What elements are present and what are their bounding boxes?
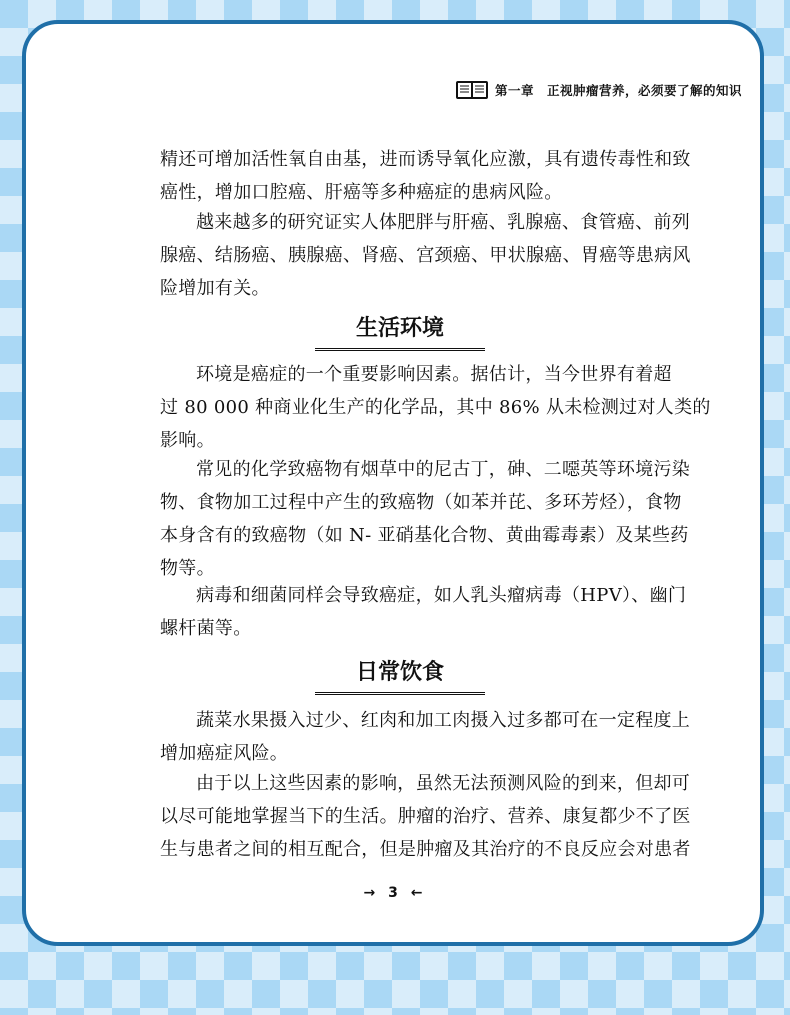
text-line: 由于以上这些因素的影响，虽然无法预测风险的到来，但却可 bbox=[196, 773, 691, 794]
paragraph-2 bbox=[160, 206, 691, 305]
text-line: 病毒和细菌同样会导致癌症，如人乳头瘤病毒（HPV）、幽门 bbox=[196, 585, 687, 606]
text-line: 生与患者之间的相互配合，但是肿瘤及其治疗的不良反应会对患者 bbox=[160, 839, 691, 860]
text-line: 险增加有关。 bbox=[160, 278, 270, 299]
section-heading-diet bbox=[315, 655, 485, 695]
text-line: 物等。 bbox=[160, 558, 215, 579]
section-heading-text: 生活环境 bbox=[355, 316, 444, 341]
paragraph-5 bbox=[160, 579, 687, 645]
open-book-icon bbox=[455, 80, 489, 100]
paragraph-6 bbox=[160, 704, 691, 770]
paragraph-3 bbox=[160, 358, 711, 457]
text-line: 物、食物加工过程中产生的致癌物（如苯并芘、多环芳烃），食物 bbox=[160, 492, 682, 513]
paragraph-7 bbox=[160, 767, 691, 866]
text-line: 常见的化学致癌物有烟草中的尼古丁，砷、二噁英等环境污染 bbox=[196, 459, 691, 480]
running-head-text: 第一章 正视肿瘤营养，必须要了解的知识 bbox=[494, 83, 742, 98]
text-line: 影响。 bbox=[160, 430, 215, 451]
text-line: 癌性，增加口腔癌、肝癌等多种癌症的患病风险。 bbox=[160, 182, 563, 203]
text-line: 越来越多的研究证实人体肥胖与肝癌、乳腺癌、食管癌、前列 bbox=[196, 212, 691, 233]
heading-rule bbox=[315, 348, 485, 351]
text-line: 过 80 000 种商业化生产的化学品，其中 86% 从未检测过对人类的 bbox=[160, 397, 711, 418]
running-head bbox=[455, 80, 742, 100]
text-line: 精还可增加活性氧自由基，进而诱导氧化应激，具有遗传毒性和致 bbox=[160, 149, 691, 170]
text-line: 腺癌、结肠癌、胰腺癌、肾癌、宫颈癌、甲状腺癌、胃癌等患病风 bbox=[160, 245, 691, 266]
text-line: 蔬菜水果摄入过少、红肉和加工肉摄入过多都可在一定程度上 bbox=[196, 710, 691, 731]
section-heading-text: 日常饮食 bbox=[355, 660, 444, 685]
page-number: → 3 ← bbox=[363, 885, 427, 901]
text-line: 以尽可能地掌握当下的生活。肿瘤的治疗、营养、康复都少不了医 bbox=[160, 806, 691, 827]
text-line: 螺杆菌等。 bbox=[160, 618, 252, 639]
text-line: 增加癌症风险。 bbox=[160, 743, 289, 764]
paragraph-1 bbox=[160, 143, 691, 209]
section-heading-environment bbox=[315, 311, 485, 351]
heading-rule bbox=[315, 692, 485, 695]
text-line: 本身含有的致癌物（如 N- 亚硝基化合物、黄曲霉毒素）及某些药 bbox=[160, 525, 689, 546]
text-line: 环境是癌症的一个重要影响因素。据估计，当今世界有着超 bbox=[196, 364, 672, 385]
paragraph-4 bbox=[160, 453, 691, 585]
